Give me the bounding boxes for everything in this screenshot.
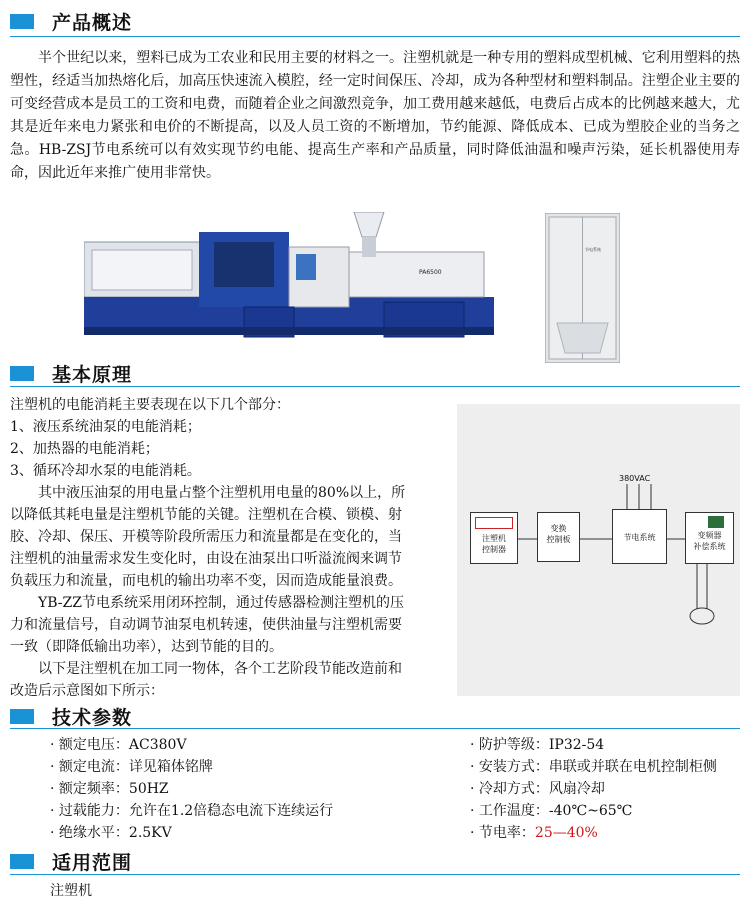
section-marker (10, 366, 34, 381)
conversion-board-box: 变换 控制板 (537, 512, 580, 562)
spec-item: · 冷却方式：风扇冷却 (470, 781, 605, 797)
inverter-panel (708, 516, 724, 528)
principle-line: 改造后示意图如下所示： (10, 683, 164, 699)
section-title: 基本原理 (52, 363, 133, 386)
principle-line: 胶、冷却、保压、开模等阶段所需压力和流量都是在变化的，当 (10, 529, 402, 545)
section-marker (10, 709, 34, 724)
spec-item: · 安装方式：串联或并联在电机控制柜侧 (470, 759, 717, 775)
section-title: 产品概述 (52, 11, 133, 34)
injection-machine-image (84, 212, 494, 342)
spec-item: · 节电率：25—40% (470, 825, 598, 841)
section-title: 技术参数 (52, 706, 133, 729)
section-rule (10, 728, 740, 729)
principle-line: 2、加热器的电能消耗； (10, 441, 159, 457)
overview-paragraph: 半个世纪以来，塑料已成为工农业和民用主要的材料之一。注塑机就是一种专用的塑料成型机械、它利用塑料的热塑性，经适当加热熔化后，加高压快速流入模腔，经一定时间保压、冷却，成为各种型材和塑料制品。注塑企业主要的可变经营成本是员工的工资和电费，而随着企业之间激烈竞争，加工费用越来越低，电费后占成本的比例越来越大，尤其是近年来电力紧张和电价的不断提高，以及人员工资的不断增加，节约能源、降低成本、已成为塑胶企业的当务之急。HB-ZSJ节电系统可以有效实现节约电能、提高生产率和产品质量，同时降低油温和噪声污染，延长机器使用寿命，因此近年来推广使用非常快。 (10, 50, 740, 181)
machine-model-label: PA6500 (419, 269, 442, 276)
section-marker (10, 14, 34, 29)
section-title: 适用范围 (52, 851, 133, 874)
controller-display (475, 517, 513, 529)
scope-text: 注塑机 (50, 883, 92, 899)
controller-label: 注塑机 控制器 (482, 534, 506, 554)
cabinet-label: 节电系统 (585, 247, 601, 252)
principle-line: 负载压力和流量，而电机的输出功率不变，因而造成能量浪费。 (10, 573, 402, 589)
spec-item: · 过载能力：允许在1.2倍稳态电流下连续运行 (50, 803, 334, 819)
principle-line: 其中液压油泵的用电量占整个注塑机用电量的80%以上，所 (10, 485, 406, 501)
section-scope-heading (10, 848, 132, 874)
principle-line: YB-ZZ节电系统采用闭环控制，通过传感器检测注塑机的压 (10, 595, 404, 611)
spec-item: · 额定电流：详见箱体铭牌 (50, 759, 213, 775)
section-overview-heading (10, 8, 132, 34)
spec-item: · 绝缘水平：2.5KV (50, 825, 172, 841)
power-saver-box: 节电系统 (612, 509, 667, 564)
system-diagram (457, 404, 740, 696)
spec-item: · 防护等级：IP32-54 (470, 737, 605, 753)
saving-rate-value: 25—40% (534, 825, 598, 841)
inverter-box (685, 512, 734, 564)
section-rule (10, 386, 740, 387)
section-specs-heading (10, 703, 132, 729)
principle-line: 3、循环冷却水泵的电能消耗。 (10, 463, 201, 479)
principle-line: 注塑机的电能消耗主要表现在以下几个部分： (10, 397, 290, 413)
principle-line: 1、液压系统油泵的电能消耗； (10, 419, 201, 435)
voltage-label: 380VAC (619, 474, 651, 483)
controller-box (470, 512, 518, 564)
spec-item: · 工作温度：-40℃~65℃ (470, 803, 633, 819)
inverter-label: 变频器 补偿系统 (693, 531, 726, 551)
spec-item: · 额定频率：50HZ (50, 781, 169, 797)
power-saver-cabinet-image (545, 213, 620, 363)
spec-item: · 额定电压：AC380V (50, 737, 187, 753)
principle-line: 力和流量信号，自动调节油泵电机转速，使供油量与注塑机需要 (10, 617, 402, 633)
principle-line: 一致（即降低输出功率），达到节能的目的。 (10, 639, 283, 655)
section-marker (10, 854, 34, 869)
section-principle-heading (10, 360, 132, 386)
principle-line: 以下是注塑机在加工同一物体，各个工艺阶段节能改造前和 (10, 661, 402, 677)
section-rule (10, 874, 740, 875)
principle-line: 以降低其耗电量是注塑机节能的关键。注塑机在合模、锁模、射 (10, 507, 402, 523)
principle-line: 注塑机的油量需求发生变化时，由设在油泵出口听溢流阀来调节 (10, 551, 402, 567)
section-rule (10, 36, 740, 37)
